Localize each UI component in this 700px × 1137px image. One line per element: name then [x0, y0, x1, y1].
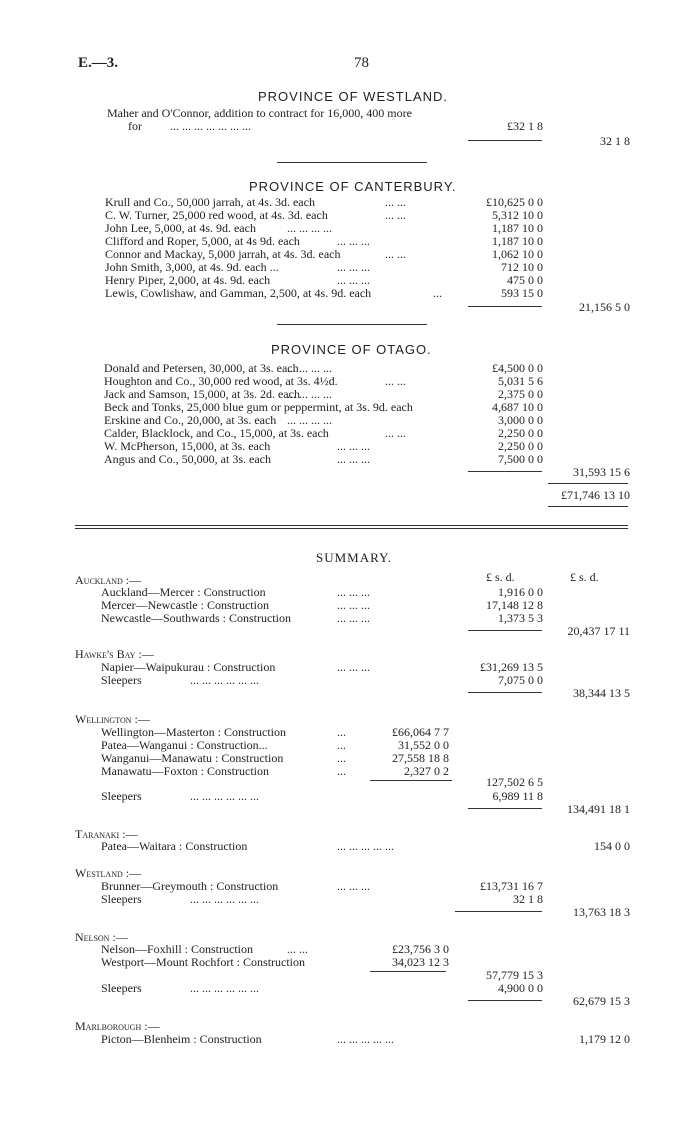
canterbury-total: 21,156 5 0: [579, 300, 630, 314]
group-heading: Wellington :—: [75, 712, 150, 726]
summary-line-amount: £31,269 13 5: [480, 660, 543, 674]
leader-dots: ...: [337, 764, 346, 778]
summary-inner-amount: £23,756 3 0: [392, 942, 449, 956]
summary-line-desc: Sleepers: [101, 789, 142, 803]
leader-dots: ... ... ...: [337, 879, 370, 893]
leader-dots: ... ... ...: [337, 585, 370, 599]
leader-dots: ... ... ...: [337, 611, 370, 625]
subtotal-rule: [468, 808, 542, 809]
group-subtotal: 57,779 15 3: [486, 968, 543, 982]
list-item-amount: 2,250 0 0: [498, 426, 543, 440]
summary-line-amount: 4,900 0 0: [498, 981, 543, 995]
leader-dots: ... ... ...: [337, 660, 370, 674]
subtotal-rule: [468, 306, 542, 307]
leader-dots: ... ... ... ...: [287, 413, 332, 427]
leader-dots: ...: [337, 725, 346, 739]
list-item-desc: Krull and Co., 50,000 jarrah, at 4s. 3d. each: [105, 195, 315, 209]
group-total: 13,763 18 3: [573, 905, 630, 919]
group-heading: Westland :—: [75, 866, 142, 880]
summary-line-desc: Wellington—Masterton : Construction: [101, 725, 287, 739]
leader-dots: ... ... ...: [337, 452, 370, 466]
leader-dots: ... ... ...: [337, 598, 370, 612]
westland-item-desc: Maher and O'Connor, addition to contract for 16,000, 400 more: [107, 106, 412, 120]
group-heading: Nelson :—: [75, 930, 128, 944]
section-title-westland: PROVINCE OF WESTLAND.: [258, 89, 449, 104]
summary-line-desc: Patea—Waitara : Construction: [101, 839, 248, 853]
section-title-otago: PROVINCE OF OTAGO.: [271, 342, 432, 357]
summary-inner-amount: 2,327 0 2: [404, 764, 449, 778]
summary-title: SUMMARY.: [316, 550, 393, 565]
leader-dots: ...: [433, 286, 442, 300]
list-item-amount: 5,312 10 0: [492, 208, 543, 222]
group-heading: Auckland :—: [75, 573, 142, 587]
list-item-desc: Clifford and Roper, 5,000, at 4s 9d. each: [105, 234, 300, 248]
summary-line-desc: Picton—Blenheim : Construction: [101, 1032, 262, 1046]
summary-line-amount: £13,731 16 7: [480, 879, 543, 893]
leader-dots: ... ... ...: [337, 273, 370, 287]
leader-dots: ... ...: [385, 374, 406, 388]
page-number: 78: [354, 55, 369, 71]
list-item-amount: 712 10 0: [501, 260, 543, 274]
summary-line-amount: 17,148 12 8: [486, 598, 543, 612]
leader-dots: ... ...: [385, 208, 406, 222]
leader-dots: ... ... ... ... ... ...: [190, 673, 259, 687]
summary-line-desc: Sleepers: [101, 673, 142, 687]
group-total: 154 0 0: [594, 839, 630, 853]
list-item-amount: 7,500 0 0: [498, 452, 543, 466]
group-total: 1,179 12 0: [579, 1032, 630, 1046]
list-item-desc: Connor and Mackay, 5,000 jarrah, at 4s. 3d. each: [105, 247, 341, 261]
list-item-desc: Erskine and Co., 20,000, at 3s. each: [104, 413, 277, 427]
group-heading: Marlborough :—: [75, 1019, 160, 1033]
summary-line-desc: Patea—Wanganui : Construction...: [101, 738, 268, 752]
subtotal-rule: [468, 1000, 542, 1001]
group-total: 38,344 13 5: [573, 686, 630, 700]
summary-inner-amount: 34,023 12 3: [392, 955, 449, 969]
subtotal-rule: [468, 471, 542, 472]
list-item-desc: Beck and Tonks, 25,000 blue gum or peppermint, at 3s. 9d. each: [104, 400, 413, 414]
list-item-amount: 1,062 10 0: [492, 247, 543, 261]
total-rule: [548, 483, 628, 484]
summary-line-desc: Westport—Mount Rochfort : Construction: [101, 955, 306, 969]
leader-dots: ... ... ...: [337, 234, 370, 248]
leader-dots: ... ...: [385, 426, 406, 440]
total-rule: [548, 506, 628, 507]
otago-total: 31,593 15 6: [573, 465, 630, 479]
leader-dots: ... ... ... ... ... ...: [190, 981, 259, 995]
westland-item-desc-2: for: [128, 119, 142, 133]
leader-dots: ... ... ... ... ... ... ...: [170, 119, 251, 133]
leader-dots: ... ... ... ... ... ...: [190, 892, 259, 906]
group-heading: Taranaki :—: [75, 827, 138, 841]
summary-line-desc: Sleepers: [101, 892, 142, 906]
leader-dots: ... ... ... ...: [287, 361, 332, 375]
leader-dots: ... ... ...: [337, 260, 370, 274]
leader-dots: ... ... ... ...: [287, 221, 332, 235]
page-code: E.—3.: [78, 55, 119, 71]
list-item-desc: Houghton and Co., 30,000 red wood, at 3s. 4½d.: [104, 374, 338, 388]
summary-inner-amount: £66,064 7 7: [392, 725, 449, 739]
summary-line-amount: 32 1 8: [513, 892, 543, 906]
summary-line-desc: Brunner—Greymouth : Construction: [101, 879, 279, 893]
leader-dots: ... ...: [385, 247, 406, 261]
list-item-amount: £10,625 0 0: [486, 195, 543, 209]
subtotal-rule: [370, 971, 446, 972]
westland-total: 32 1 8: [600, 134, 630, 148]
subtotal-rule: [370, 780, 452, 781]
section-divider: [277, 162, 427, 163]
summary-inner-amount: 31,552 0 0: [398, 738, 449, 752]
summary-line-desc: Napier—Waipukurau : Construction: [101, 660, 276, 674]
group-subtotal: 127,502 6 5: [486, 775, 543, 789]
summary-line-desc: Manawatu—Foxton : Construction: [101, 764, 269, 778]
list-item-desc: Henry Piper, 2,000, at 4s. 9d. each: [105, 273, 271, 287]
subtotal-rule: [455, 911, 542, 912]
column-header-mid: £ s. d.: [486, 570, 515, 584]
list-item-amount: 1,187 10 0: [492, 234, 543, 248]
leader-dots: ... ... ...: [337, 439, 370, 453]
list-item-amount: £4,500 0 0: [492, 361, 543, 375]
subtotal-rule: [468, 140, 542, 141]
summary-line-amount: 7,075 0 0: [498, 673, 543, 687]
list-item-desc: John Lee, 5,000, at 4s. 9d. each: [105, 221, 256, 235]
list-item-amount: 4,687 10 0: [492, 400, 543, 414]
list-item-desc: John Smith, 3,000, at 4s. 9d. each ...: [105, 260, 279, 274]
leader-dots: ... ...: [287, 942, 308, 956]
summary-inner-amount: 27,558 18 8: [392, 751, 449, 765]
page-divider: [75, 528, 628, 529]
summary-line-amount: 1,916 0 0: [498, 585, 543, 599]
summary-line-desc: Wanganui—Manawatu : Construction: [101, 751, 284, 765]
list-item-desc: Jack and Samson, 15,000, at 3s. 2d. each: [104, 387, 300, 401]
list-item-desc: Angus and Co., 50,000, at 3s. each: [104, 452, 271, 466]
summary-line-amount: 6,989 11 8: [492, 789, 543, 803]
summary-line-desc: Sleepers: [101, 981, 142, 995]
summary-line-desc: Nelson—Foxhill : Construction: [101, 942, 254, 956]
summary-line-desc: Newcastle—Southwards : Construction: [101, 611, 291, 625]
group-total: 20,437 17 11: [567, 624, 630, 638]
list-item-amount: 2,375 0 0: [498, 387, 543, 401]
summary-line-desc: Mercer—Newcastle : Construction: [101, 598, 269, 612]
list-item-amount: 593 15 0: [501, 286, 543, 300]
westland-item-amount: £32 1 8: [507, 119, 543, 133]
leader-dots: ... ... ... ... ...: [337, 839, 394, 853]
leader-dots: ... ... ... ... ...: [337, 1032, 394, 1046]
section-divider: [277, 324, 427, 325]
leader-dots: ... ... ... ... ... ...: [190, 789, 259, 803]
list-item-amount: 2,250 0 0: [498, 439, 543, 453]
group-total: 62,679 15 3: [573, 994, 630, 1008]
subtotal-rule: [468, 692, 542, 693]
list-item-desc: Calder, Blacklock, and Co., 15,000, at 3s. each: [104, 426, 329, 440]
group-total: 134,491 18 1: [567, 802, 630, 816]
leader-dots: ... ...: [385, 195, 406, 209]
list-item-amount: 1,187 10 0: [492, 221, 543, 235]
leader-dots: ... ... ... ...: [287, 387, 332, 401]
leader-dots: ...: [337, 751, 346, 765]
summary-line-amount: 1,373 5 3: [498, 611, 543, 625]
list-item-desc: Lewis, Cowlishaw, and Gamman, 2,500, at 4s. 9d. each: [105, 286, 372, 300]
leader-dots: ...: [337, 738, 346, 752]
list-item-desc: C. W. Turner, 25,000 red wood, at 4s. 3d. each: [105, 208, 328, 222]
list-item-amount: 3,000 0 0: [498, 413, 543, 427]
list-item-desc: Donald and Petersen, 30,000, at 3s. each: [104, 361, 299, 375]
list-item-desc: W. McPherson, 15,000, at 3s. each: [104, 439, 271, 453]
subtotal-rule: [468, 630, 542, 631]
list-item-amount: 475 0 0: [507, 273, 543, 287]
summary-line-desc: Auckland—Mercer : Construction: [101, 585, 266, 599]
list-item-amount: 5,031 5 6: [498, 374, 543, 388]
section-title-canterbury: PROVINCE OF CANTERBURY.: [249, 179, 457, 194]
grand-total: £71,746 13 10: [561, 488, 630, 502]
page-divider: [75, 525, 628, 526]
column-header-right: £ s. d.: [570, 570, 599, 584]
group-heading: Hawke's Bay :—: [75, 647, 154, 661]
